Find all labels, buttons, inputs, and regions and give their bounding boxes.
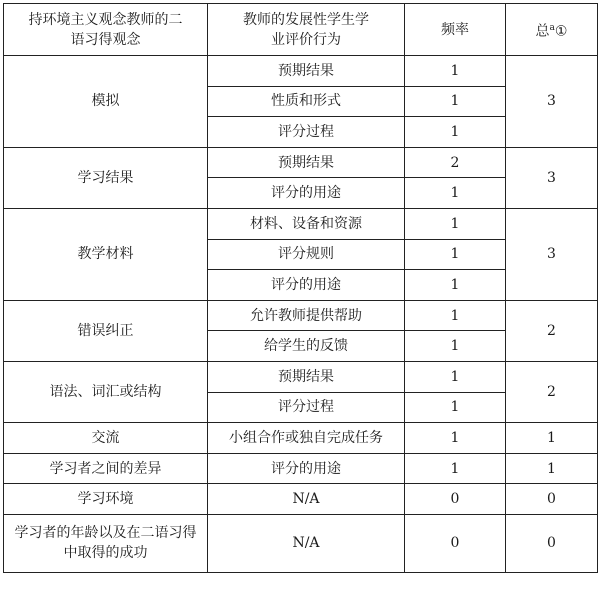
table-row	[4, 300, 598, 331]
total-cell: 0	[506, 484, 598, 515]
frequency-cell: 0	[405, 514, 506, 572]
frequency-cell: 1	[405, 423, 506, 454]
table-row	[4, 484, 598, 515]
footnote-superscript: a	[549, 22, 555, 33]
behavior-cell: 预期结果	[208, 361, 405, 392]
frequency-cell: 1	[405, 453, 506, 484]
frequency-cell: 1	[405, 361, 506, 392]
behavior-cell: N/A	[208, 484, 405, 515]
header-row	[4, 4, 598, 56]
frequency-cell: 1	[405, 178, 506, 209]
total-cell: 2	[506, 361, 598, 422]
frequency-cell: 1	[405, 208, 506, 239]
concept-cell: 语法、词汇或结构	[4, 361, 208, 422]
table-row	[4, 453, 598, 484]
behavior-cell: 小组合作或独自完成任务	[208, 423, 405, 454]
concept-cell: 教学材料	[4, 208, 208, 300]
total-cell: 3	[506, 147, 598, 208]
concept-cell: 学习环境	[4, 484, 208, 515]
total-cell: 3	[506, 208, 598, 300]
concept-cell: 模拟	[4, 56, 208, 148]
behavior-cell: 评分过程	[208, 117, 405, 148]
total-cell: 1	[506, 453, 598, 484]
frequency-cell: 1	[405, 117, 506, 148]
table-row	[4, 147, 598, 178]
behavior-cell: 预期结果	[208, 147, 405, 178]
table-row	[4, 361, 598, 392]
concept-cell: 学习者的年龄以及在二语习得中取得的成功	[4, 514, 208, 572]
behavior-cell: 给学生的反馈	[208, 331, 405, 362]
behavior-cell: 材料、设备和资源	[208, 208, 405, 239]
total-cell: 1	[506, 423, 598, 454]
footnote-marker: ①	[554, 23, 568, 40]
table-row	[4, 56, 598, 87]
table-body	[4, 56, 598, 573]
behavior-cell: 预期结果	[208, 56, 405, 87]
behavior-cell: 评分规则	[208, 239, 405, 270]
behavior-cell: 评分的用途	[208, 270, 405, 301]
total-cell: 2	[506, 300, 598, 361]
concept-cell: 交流	[4, 423, 208, 454]
header-concept: 持环境主义观念教师的二语习得观念	[4, 4, 208, 56]
concept-cell: 学习者之间的差异	[4, 453, 208, 484]
table-row	[4, 423, 598, 454]
table-row	[4, 514, 598, 572]
total-cell: 0	[506, 514, 598, 572]
assessment-table	[3, 3, 598, 573]
frequency-cell: 1	[405, 392, 506, 423]
header-behavior: 教师的发展性学生学业评价行为	[208, 4, 405, 56]
behavior-cell: 性质和形式	[208, 86, 405, 117]
frequency-cell: 1	[405, 239, 506, 270]
header-total: 总$^a$①	[506, 4, 598, 56]
behavior-cell: 评分的用途	[208, 453, 405, 484]
frequency-cell: 1	[405, 331, 506, 362]
total-cell: 3	[506, 56, 598, 148]
header-frequency: 频率	[405, 4, 506, 56]
frequency-cell: 0	[405, 484, 506, 515]
concept-cell: 学习结果	[4, 147, 208, 208]
concept-cell: 错误纠正	[4, 300, 208, 361]
behavior-cell: 评分的用途	[208, 178, 405, 209]
frequency-cell: 1	[405, 270, 506, 301]
behavior-cell: 评分过程	[208, 392, 405, 423]
frequency-cell: 1	[405, 86, 506, 117]
behavior-cell: 允许教师提供帮助	[208, 300, 405, 331]
frequency-cell: 2	[405, 147, 506, 178]
table-row	[4, 208, 598, 239]
behavior-cell: N/A	[208, 514, 405, 572]
frequency-cell: 1	[405, 56, 506, 87]
frequency-cell: 1	[405, 300, 506, 331]
